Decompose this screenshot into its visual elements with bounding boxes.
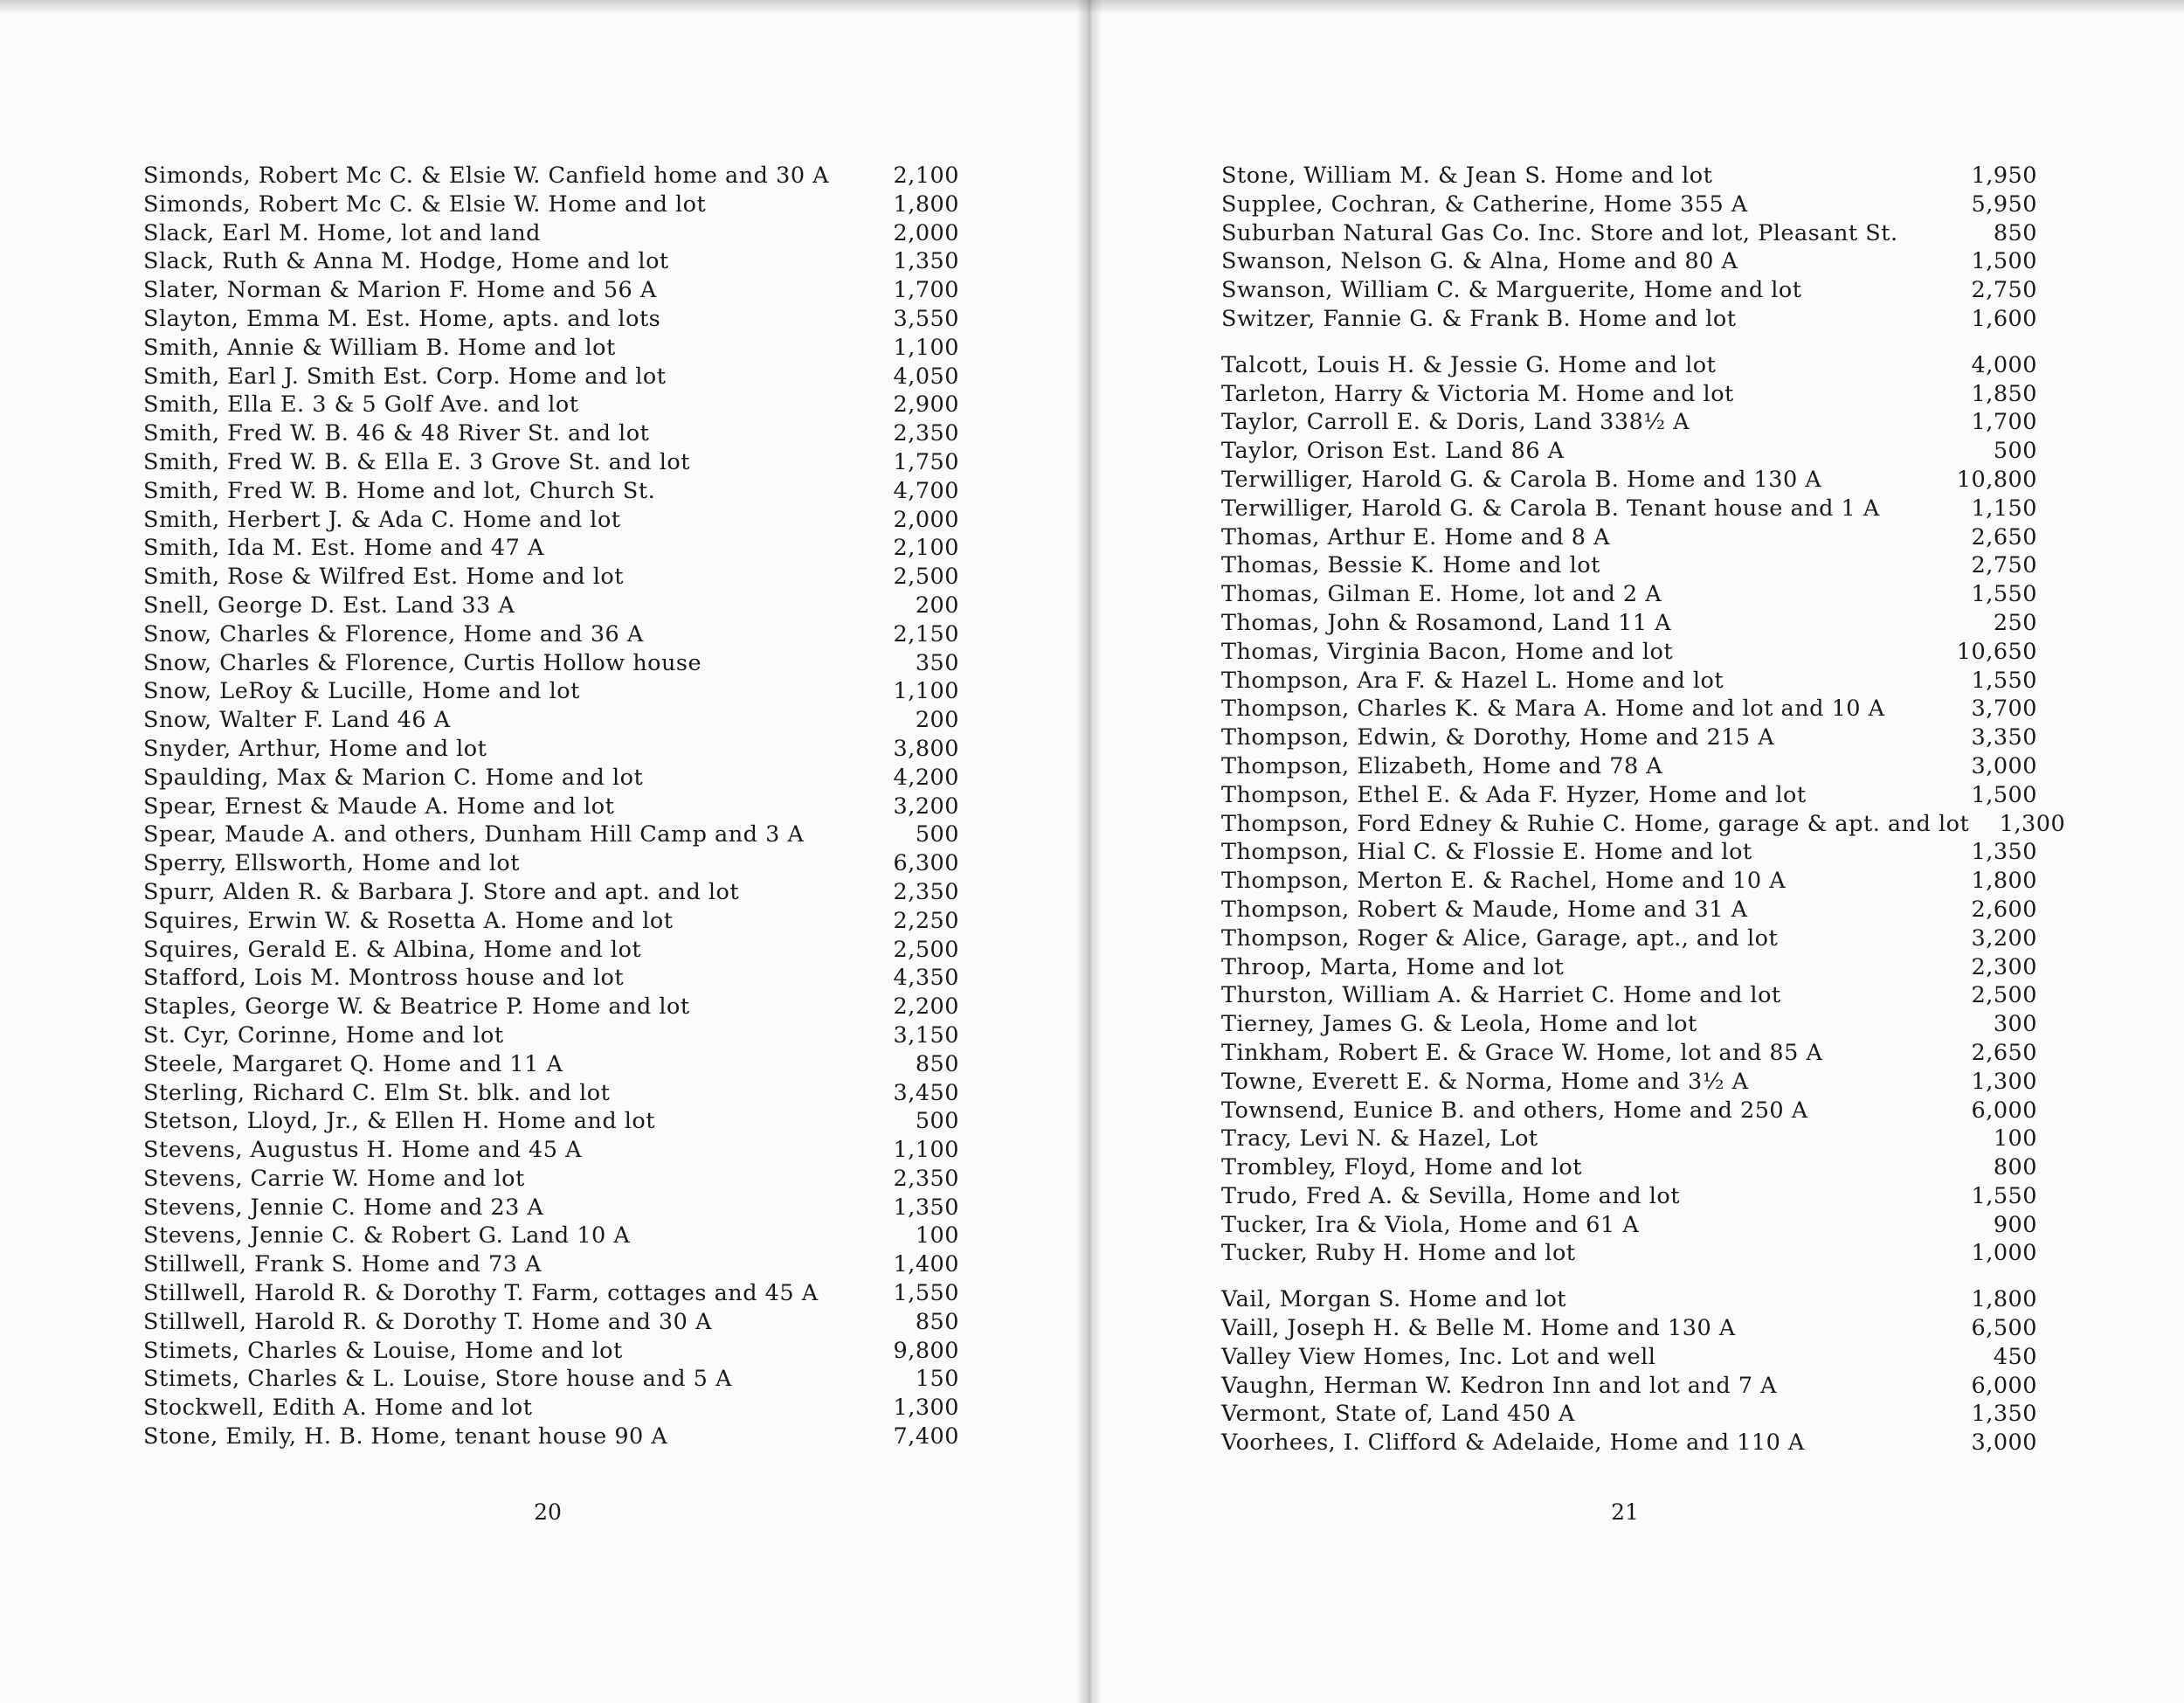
listing-row — [1221, 953, 2037, 982]
owner-property: Voorhees, I. Clifford & Adelaide, Home and 110 A — [1221, 1430, 1805, 1457]
listing-row — [1221, 466, 2037, 495]
owner-property: Smith, Fred W. B. Home and lot, Church St. — [143, 477, 656, 504]
assessed-value: 850 — [1993, 219, 2037, 246]
listing-row — [1221, 1097, 2037, 1125]
assessed-value: 1,100 — [893, 678, 959, 705]
assessed-value: 1,600 — [1971, 305, 2037, 332]
listing-row — [1221, 1285, 2037, 1314]
owner-property: Stillwell, Harold R. & Dorothy T. Home and 30 A — [143, 1308, 712, 1335]
owner-property: Stillwell, Frank S. Home and 73 A — [143, 1251, 542, 1278]
owner-property: Slater, Norman & Marion F. Home and 56 A — [143, 277, 657, 304]
owner-property: Swanson, William C. & Marguerite, Home and lot — [1221, 277, 1802, 304]
group-spacer — [1221, 1268, 2037, 1285]
assessed-value: 2,200 — [893, 993, 959, 1021]
owner-property: Stetson, Lloyd, Jr., & Ellen H. Home and lot — [143, 1108, 656, 1135]
owner-property: Sperry, Ellsworth, Home and lot — [143, 850, 521, 877]
listing-row — [1221, 1068, 2037, 1097]
owner-property: Simonds, Robert Mc C. & Elsie W. Home and lot — [143, 190, 707, 218]
owner-property: Tucker, Ruby H. Home and lot — [1221, 1240, 1576, 1267]
owner-property: Smith, Ella E. 3 & 5 Golf Ave. and lot — [143, 391, 579, 419]
listing-row — [143, 162, 959, 190]
owner-property: Stimets, Charles & Louise, Home and lot — [143, 1337, 623, 1364]
owner-property: St. Cyr, Corinne, Home and lot — [143, 1021, 504, 1049]
owner-property: Steele, Margaret Q. Home and 11 A — [143, 1050, 563, 1077]
listing-row — [1221, 1010, 2037, 1039]
owner-property: Sterling, Richard C. Elm St. blk. and lot — [143, 1079, 611, 1106]
assessed-value: 500 — [915, 1108, 959, 1135]
listing-row — [143, 820, 959, 849]
owner-property: Squires, Gerald E. & Albina, Home and lot — [143, 936, 642, 963]
listing-row — [143, 993, 959, 1021]
listing-row — [143, 706, 959, 735]
assessed-value: 2,500 — [1971, 982, 2037, 1009]
owner-property: Tinkham, Robert E. & Grace W. Home, lot and 85 A — [1221, 1039, 1823, 1066]
owner-property: Staples, George W. & Beatrice P. Home and lot — [143, 993, 690, 1021]
owner-property: Smith, Rose & Wilfred Est. Home and lot — [143, 564, 624, 591]
assessed-value: 1,550 — [893, 1280, 959, 1307]
group-spacer — [1221, 334, 2037, 351]
listing-row — [143, 563, 959, 592]
listing-row — [143, 391, 959, 419]
listing-row — [1221, 580, 2037, 609]
listing-row — [143, 592, 959, 620]
assessed-value: 6,000 — [1971, 1097, 2037, 1124]
owner-property: Thompson, Ethel E. & Ada F. Hyzer, Home and lot — [1221, 781, 1807, 808]
owner-property: Slayton, Emma M. Est. Home, apts. and lots — [143, 305, 661, 332]
assessed-value: 3,000 — [1971, 1430, 2037, 1457]
owner-property: Smith, Earl J. Smith Est. Corp. Home and lot — [143, 363, 667, 390]
owner-property: Vail, Morgan S. Home and lot — [1221, 1286, 1567, 1313]
listing-row — [1221, 609, 2037, 638]
assessed-value: 850 — [915, 1308, 959, 1335]
assessed-value: 2,650 — [1971, 1039, 2037, 1066]
assessed-value: 1,700 — [1971, 409, 2037, 436]
assessed-value: 1,300 — [1971, 1068, 2037, 1095]
owner-property: Townsend, Eunice B. and others, Home and 250 A — [1221, 1097, 1808, 1124]
assessed-value: 9,800 — [893, 1337, 959, 1364]
assessed-value: 6,500 — [1971, 1315, 2037, 1342]
listing-row — [143, 878, 959, 907]
assessed-value: 2,600 — [1971, 896, 2037, 923]
listing-row — [143, 764, 959, 793]
assessed-value: 3,200 — [893, 793, 959, 820]
assessed-value: 1,550 — [1971, 1182, 2037, 1209]
owner-property: Trudo, Fred A. & Sevilla, Home and lot — [1221, 1182, 1680, 1209]
assessed-value: 3,350 — [1971, 724, 2037, 751]
owner-property: Tarleton, Harry & Victoria M. Home and lot — [1221, 380, 1734, 407]
listing-row — [1221, 1039, 2037, 1068]
assessed-value: 200 — [915, 707, 959, 734]
listing-row — [143, 1194, 959, 1222]
listing-row — [1221, 981, 2037, 1010]
owner-property: Slack, Earl M. Home, lot and land — [143, 219, 541, 246]
listing-row — [143, 276, 959, 305]
listing-row — [143, 1021, 959, 1050]
owner-property: Snow, LeRoy & Lucille, Home and lot — [143, 678, 580, 705]
owner-property: Talcott, Louis H. & Jessie G. Home and lot — [1221, 351, 1717, 378]
assessed-value: 1,550 — [1971, 667, 2037, 694]
assessed-value: 7,400 — [893, 1423, 959, 1450]
listing-row — [1221, 437, 2037, 466]
listing-row — [143, 1107, 959, 1136]
owner-property: Vaughn, Herman W. Kedron Inn and lot and 7 A — [1221, 1372, 1778, 1399]
assessed-value: 1,800 — [893, 190, 959, 218]
assessed-value: 250 — [1993, 609, 2037, 636]
listing-row — [1221, 1343, 2037, 1372]
assessed-value: 450 — [1993, 1343, 2037, 1370]
listing-row — [1221, 408, 2037, 437]
owner-property: Slack, Ruth & Anna M. Hodge, Home and lot — [143, 248, 669, 275]
owner-property: Thompson, Ara F. & Hazel L. Home and lot — [1221, 667, 1724, 694]
assessed-value: 1,350 — [893, 248, 959, 275]
assessed-value: 2,000 — [893, 219, 959, 246]
assessed-value: 1,350 — [1971, 839, 2037, 866]
assessed-value: 3,450 — [893, 1079, 959, 1106]
assessed-value: 800 — [1993, 1154, 2037, 1181]
assessed-value: 4,700 — [893, 477, 959, 504]
listing-row — [1221, 838, 2037, 867]
listing-row — [143, 1423, 959, 1451]
owner-property: Vermont, State of, Land 450 A — [1221, 1401, 1575, 1428]
assessed-value: 1,300 — [893, 1395, 959, 1422]
owner-property: Snow, Charles & Florence, Home and 36 A — [143, 620, 644, 647]
owner-property: Thomas, Virginia Bacon, Home and lot — [1221, 638, 1674, 665]
owner-property: Vaill, Joseph H. & Belle M. Home and 130 A — [1221, 1315, 1736, 1342]
listing-row — [1221, 219, 2037, 248]
owner-property: Snell, George D. Est. Land 33 A — [143, 592, 515, 619]
owner-property: Stillwell, Harold R. & Dorothy T. Farm, cottages and 45 A — [143, 1280, 819, 1307]
assessed-value: 3,800 — [893, 735, 959, 762]
assessed-value: 2,300 — [1971, 953, 2037, 980]
assessed-value: 1,550 — [1971, 581, 2037, 608]
listing-row — [143, 506, 959, 535]
assessed-value: 5,950 — [1971, 190, 2037, 218]
listing-row — [143, 620, 959, 649]
listing-row — [143, 190, 959, 219]
assessed-value: 10,800 — [1956, 466, 2037, 493]
assessed-value: 1,800 — [1971, 1286, 2037, 1313]
listing-row — [1221, 276, 2037, 305]
assessed-value: 2,150 — [893, 620, 959, 647]
listing-row — [1221, 305, 2037, 334]
owner-property: Smith, Fred W. B. & Ella E. 3 Grove St. and lot — [143, 448, 690, 475]
owner-property: Thompson, Merton E. & Rachel, Home and 10 A — [1221, 868, 1787, 895]
listing-row — [143, 1222, 959, 1250]
assessed-value: 2,250 — [893, 907, 959, 934]
owner-property: Switzer, Fannie G. & Frank B. Home and lot — [1221, 305, 1737, 332]
listing-row — [143, 219, 959, 248]
owner-property: Snyder, Arthur, Home and lot — [143, 735, 487, 762]
assessed-value: 850 — [915, 1050, 959, 1077]
page-number-left: 20 — [534, 1499, 562, 1525]
owner-property: Swanson, Nelson G. & Alna, Home and 80 A — [1221, 248, 1738, 275]
owner-property: Stevens, Augustus H. Home and 45 A — [143, 1137, 582, 1164]
listing-row — [143, 1279, 959, 1308]
assessed-value: 1,500 — [1971, 781, 2037, 808]
owner-property: Spurr, Alden R. & Barbara J. Store and apt. and lot — [143, 878, 740, 905]
listing-row — [143, 247, 959, 276]
owner-property: Smith, Fred W. B. 46 & 48 River St. and lot — [143, 420, 650, 447]
listing-row — [143, 419, 959, 448]
owner-property: Spear, Maude A. and others, Dunham Hill Camp and 3 A — [143, 821, 805, 848]
owner-property: Tracy, Levi N. & Hazel, Lot — [1221, 1125, 1538, 1153]
owner-property: Thompson, Hial C. & Flossie E. Home and lot — [1221, 839, 1752, 866]
listing-row — [143, 649, 959, 678]
listing-row — [1221, 752, 2037, 781]
assessed-value: 1,400 — [893, 1251, 959, 1278]
owner-property: Suburban Natural Gas Co. Inc. Store and lot, Pleasant St. — [1221, 219, 1898, 246]
listing-row — [1221, 523, 2037, 552]
listing-row — [143, 793, 959, 821]
owner-property: Squires, Erwin W. & Rosetta A. Home and lot — [143, 907, 674, 934]
assessed-value: 3,700 — [1971, 696, 2037, 723]
listing-row — [143, 477, 959, 506]
owner-property: Terwilliger, Harold G. & Carola B. Home and 130 A — [1221, 466, 1822, 493]
listing-row — [143, 1308, 959, 1337]
owner-property: Stimets, Charles & L. Louise, Store house and 5 A — [143, 1366, 732, 1393]
assessed-value: 1,950 — [1971, 163, 2037, 189]
owner-property: Thomas, John & Rosamond, Land 11 A — [1221, 609, 1672, 636]
assessed-value: 4,050 — [893, 363, 959, 390]
listing-row — [1221, 1153, 2037, 1182]
listing-row — [1221, 1314, 2037, 1343]
listing-row — [143, 334, 959, 363]
listing-row — [143, 1079, 959, 1108]
assessed-value: 1,300 — [1999, 810, 2066, 837]
assessed-value: 3,150 — [893, 1021, 959, 1049]
listing-row — [1221, 1182, 2037, 1211]
listing-row — [1221, 495, 2037, 523]
assessed-value: 2,350 — [893, 1165, 959, 1192]
listing-row — [143, 1394, 959, 1423]
assessed-value: 100 — [915, 1222, 959, 1250]
assessed-value: 150 — [915, 1366, 959, 1393]
listing-row — [1221, 351, 2037, 380]
owner-property: Thompson, Ford Edney & Ruhie C. Home, garage & apt. and lot — [1221, 810, 1970, 837]
assessed-value: 6,300 — [893, 850, 959, 877]
assessed-value: 1,150 — [1971, 495, 2037, 522]
assessed-value: 1,800 — [1971, 868, 2037, 895]
assessed-value: 1,850 — [1971, 380, 2037, 407]
owner-property: Stevens, Carrie W. Home and lot — [143, 1165, 525, 1192]
listing-row — [1221, 380, 2037, 409]
assessed-value: 1,350 — [1971, 1401, 2037, 1428]
listing-row — [1221, 723, 2037, 752]
listing-row — [1221, 781, 2037, 810]
listing-row — [1221, 1239, 2037, 1268]
assessed-value: 1,700 — [893, 277, 959, 304]
owner-property: Tierney, James G. & Leola, Home and lot — [1221, 1011, 1697, 1038]
listing-row — [1221, 190, 2037, 219]
listing-row — [143, 1050, 959, 1079]
assessed-value: 2,100 — [893, 163, 959, 189]
owner-property: Spaulding, Max & Marion C. Home and lot — [143, 764, 644, 791]
assessed-value: 2,350 — [893, 420, 959, 447]
listing-row — [1221, 1429, 2037, 1457]
listing-row — [143, 363, 959, 391]
book-gutter — [1076, 0, 1102, 1703]
owner-property: Stone, William M. & Jean S. Home and lot — [1221, 163, 1713, 189]
owner-property: Thompson, Elizabeth, Home and 78 A — [1221, 752, 1663, 779]
assessed-value: 1,100 — [893, 1137, 959, 1164]
assessed-value: 6,000 — [1971, 1372, 2037, 1399]
assessed-value: 1,100 — [893, 334, 959, 361]
listing-row — [1221, 1125, 2037, 1153]
owner-property: Thompson, Roger & Alice, Garage, apt., and lot — [1221, 924, 1779, 952]
owner-property: Towne, Everett E. & Norma, Home and 3½ A — [1221, 1068, 1749, 1095]
assessed-value: 3,550 — [893, 305, 959, 332]
owner-property: Thomas, Arthur E. Home and 8 A — [1221, 523, 1611, 550]
assessed-value: 1,000 — [1971, 1240, 2037, 1267]
assessed-value: 500 — [1993, 438, 2037, 465]
listing-row — [143, 1165, 959, 1194]
listing-row — [1221, 667, 2037, 696]
listing-row — [143, 1365, 959, 1394]
listing-row — [143, 448, 959, 477]
listing-row — [143, 1337, 959, 1366]
assessed-value: 2,100 — [893, 535, 959, 562]
listing-row — [143, 1136, 959, 1165]
owner-property: Stevens, Jennie C. Home and 23 A — [143, 1194, 544, 1221]
assessed-value: 4,350 — [893, 965, 959, 992]
listing-row — [143, 907, 959, 936]
assessed-value: 4,000 — [1971, 351, 2037, 378]
assessed-value: 2,350 — [893, 878, 959, 905]
assessed-value: 10,650 — [1956, 638, 2037, 665]
assessed-value: 1,750 — [893, 448, 959, 475]
listing-row — [143, 936, 959, 965]
assessed-value: 900 — [1993, 1211, 2037, 1238]
owner-property: Tucker, Ira & Viola, Home and 61 A — [1221, 1211, 1640, 1238]
listing-row — [143, 735, 959, 764]
owner-property: Thompson, Robert & Maude, Home and 31 A — [1221, 896, 1748, 923]
assessed-value: 500 — [915, 821, 959, 848]
assessed-value: 2,650 — [1971, 523, 2037, 550]
assessed-value: 2,900 — [893, 391, 959, 419]
listing-row — [1221, 551, 2037, 580]
owner-property: Thomas, Bessie K. Home and lot — [1221, 552, 1600, 579]
owner-property: Stevens, Jennie C. & Robert G. Land 10 A — [143, 1222, 631, 1250]
owner-property: Taylor, Carroll E. & Doris, Land 338½ A — [1221, 409, 1690, 436]
owner-property: Throop, Marta, Home and lot — [1221, 953, 1565, 980]
listing-row — [143, 964, 959, 993]
owner-property: Stone, Emily, H. B. Home, tenant house 90 A — [143, 1423, 668, 1450]
listing-row — [1221, 810, 2066, 839]
listing-row — [1221, 896, 2037, 924]
owner-property: Simonds, Robert Mc C. & Elsie W. Canfield home and 30 A — [143, 163, 830, 189]
owner-property: Smith, Annie & William B. Home and lot — [143, 334, 616, 361]
owner-property: Thomas, Gilman E. Home, lot and 2 A — [1221, 581, 1662, 608]
owner-property: Thurston, William A. & Harriet C. Home and lot — [1221, 982, 1781, 1009]
owner-property: Valley View Homes, Inc. Lot and well — [1221, 1343, 1656, 1370]
listing-row — [1221, 162, 2037, 190]
listing-row — [143, 534, 959, 563]
assessed-value: 1,500 — [1971, 248, 2037, 275]
assessed-value: 2,750 — [1971, 277, 2037, 304]
owner-property: Snow, Charles & Florence, Curtis Hollow house — [143, 649, 702, 676]
listing-row — [143, 305, 959, 334]
listing-row — [143, 677, 959, 706]
owner-property: Snow, Walter F. Land 46 A — [143, 707, 451, 734]
assessed-value: 100 — [1993, 1125, 2037, 1153]
listing-row — [1221, 247, 2037, 276]
assessed-value: 2,750 — [1971, 552, 2037, 579]
assessed-value: 2,500 — [893, 936, 959, 963]
assessed-value: 2,000 — [893, 506, 959, 533]
page-number-right: 21 — [1611, 1499, 1639, 1525]
listing-row — [143, 1250, 959, 1279]
assessed-value: 200 — [915, 592, 959, 619]
listing-row — [1221, 638, 2037, 667]
assessed-value: 4,200 — [893, 764, 959, 791]
owner-property: Thompson, Charles K. & Mara A. Home and lot and 10 A — [1221, 696, 1885, 723]
owner-property: Spear, Ernest & Maude A. Home and lot — [143, 793, 615, 820]
left-page-listing — [143, 162, 959, 1451]
right-page-listing — [1221, 162, 2066, 1457]
owner-property: Trombley, Floyd, Home and lot — [1221, 1154, 1582, 1181]
listing-row — [143, 849, 959, 878]
listing-row — [1221, 924, 2037, 953]
assessed-value: 2,500 — [893, 564, 959, 591]
assessed-value: 350 — [915, 649, 959, 676]
owner-property: Smith, Herbert J. & Ada C. Home and lot — [143, 506, 621, 533]
listing-row — [1221, 1372, 2037, 1401]
assessed-value: 300 — [1993, 1011, 2037, 1038]
owner-property: Taylor, Orison Est. Land 86 A — [1221, 438, 1565, 465]
owner-property: Smith, Ida M. Est. Home and 47 A — [143, 535, 544, 562]
owner-property: Supplee, Cochran, & Catherine, Home 355 A — [1221, 190, 1748, 218]
listing-row — [1221, 695, 2037, 723]
listing-row — [1221, 867, 2037, 896]
assessed-value: 1,350 — [893, 1194, 959, 1221]
assessed-value: 3,000 — [1971, 752, 2037, 779]
owner-property: Thompson, Edwin, & Dorothy, Home and 215 A — [1221, 724, 1775, 751]
owner-property: Terwilliger, Harold G. & Carola B. Tenant house and 1 A — [1221, 495, 1880, 522]
owner-property: Stafford, Lois M. Montross house and lot — [143, 965, 625, 992]
listing-row — [1221, 1211, 2037, 1240]
assessed-value: 3,200 — [1971, 924, 2037, 952]
listing-row — [1221, 1400, 2037, 1429]
owner-property: Stockwell, Edith A. Home and lot — [143, 1395, 533, 1422]
